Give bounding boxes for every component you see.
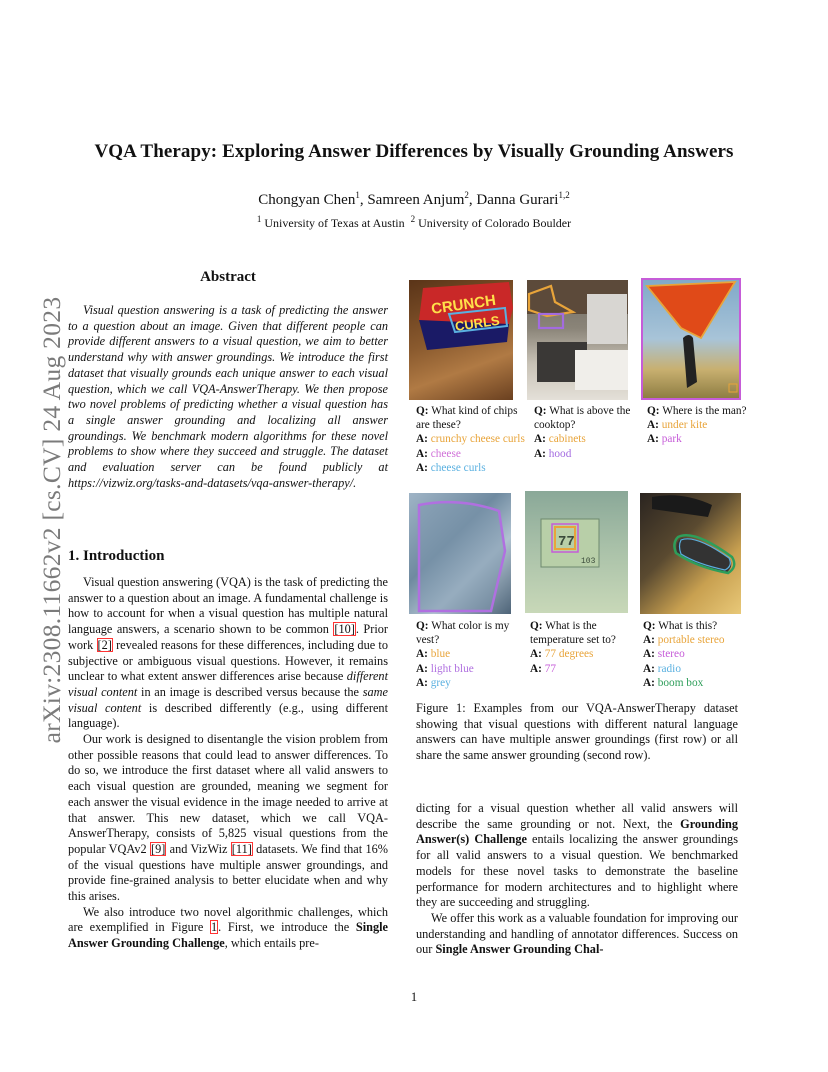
- thermostat-text: 103: [581, 557, 596, 566]
- figure-caption: Figure 1: Examples from our VQA-AnswerTherapy dataset showing that visual questions with different natural language answers can have multiple answer groundings (first row) or all share the same answer grounding (second row).: [416, 701, 738, 763]
- question-line: Q: What kind of chips are these?: [416, 405, 518, 432]
- answer-text: park: [661, 433, 682, 446]
- vest-art: [409, 493, 511, 614]
- citation-link[interactable]: [9]: [150, 841, 166, 856]
- answer-line: A: hood: [534, 447, 572, 460]
- affil-sup: 1: [256, 214, 262, 224]
- thermostat-text: 77: [558, 534, 575, 550]
- answer-line: A: cheese curls: [416, 461, 486, 474]
- answer-line: A: 77: [530, 662, 557, 675]
- question-line: Q: What is this?: [643, 620, 718, 632]
- answer-text: portable stereo: [657, 634, 725, 647]
- author-sup: 2: [464, 190, 469, 200]
- affil-name: University of Colorado Boulder: [418, 216, 572, 230]
- answer-text: 77 degrees: [544, 648, 594, 661]
- answer-line: A: light blue: [416, 662, 474, 675]
- answer-line: A: portable stereo: [643, 634, 725, 647]
- right-column-text: [416, 801, 738, 958]
- figure-image-stereo: [640, 493, 741, 614]
- abstract-heading: Abstract: [200, 269, 256, 285]
- question-line: Q: Where is the man?: [647, 405, 747, 417]
- qa-block: [647, 404, 757, 447]
- qa-block: [534, 404, 644, 461]
- author-sup: 1,2: [558, 190, 570, 200]
- intro-paragraph-1: Visual question answering (VQA) is the task of predicting the answer to a question about an image. A fundamental challenge is how to account for when a visual question has multiple natural language answers, a scenario shown to be common [10]. Prior work [2] revealed reasons for these differences, including due to subjective or ambiguous visual questions. However, it remains unclear to what extent answer differences arise because different visual content in an image is described versus because the same visual content is described differently (e.g., using different language).: [68, 575, 389, 731]
- answer-line: A: stereo: [643, 648, 685, 661]
- answer-line: A: cheese: [416, 447, 461, 460]
- citation-link[interactable]: [2]: [97, 637, 112, 652]
- answer-text: radio: [657, 662, 681, 675]
- answer-text: cheese curls: [430, 461, 486, 474]
- qa-block: [530, 619, 638, 676]
- author-name: Danna Gurari: [476, 192, 559, 208]
- answer-line: A: radio: [643, 662, 681, 675]
- answer-line: A: grey: [416, 676, 451, 689]
- answer-text: light blue: [430, 662, 474, 675]
- answer-text: cheese: [430, 447, 461, 460]
- answer-text: crunchy cheese curls: [430, 433, 525, 446]
- author-sup: 1: [355, 190, 360, 200]
- qa-block: [416, 619, 526, 690]
- thermostat-art: [525, 491, 628, 613]
- figure-image-kitchen: [527, 280, 628, 400]
- chips-bag-text: CRUNCH: [430, 291, 497, 318]
- author-name: Samreen Anjum: [367, 192, 465, 208]
- affiliations: [0, 216, 828, 231]
- answer-text: hood: [548, 447, 572, 460]
- chips-bag-art: [409, 280, 513, 400]
- affil-sup: 2: [410, 214, 416, 224]
- intro-heading: 1. Introduction: [68, 548, 165, 564]
- intro-text: [68, 575, 388, 952]
- author-list: Chongyan Chen$^1$, Samreen Anjum$^2$, Danna Gurari$^{1,2}$: [258, 190, 570, 208]
- intro-paragraph-3: We also introduce two novel algorithmic challenges, which are exemplified in Figure 1. First, we introduce the Single Answer Grounding Challenge, which entails pre-: [68, 904, 388, 951]
- figure-link[interactable]: 1: [210, 920, 218, 935]
- answer-text: blue: [430, 648, 451, 661]
- answer-line: A: blue: [416, 648, 451, 661]
- abstract-paragraph: Visual question answering is a task of predicting the answer to a question about an image. Given that different people can provide different answers to a visual question, we aim to better understand why with answer groundings. We introduce the first dataset that visually grounds each unique answer to each visual question, which we call VQA-AnswerTherapy. We then propose two novel problems of predicting whether a visual question has a single answer grounding and localizing all answer groundings. We benchmark modern algorithms for these novel problems to show where they succeed and struggle. The dataset and evaluation server can be found publicly at https://vizwiz.org/tasks-and-datasets/vqa-answer-therapy/.: [68, 303, 388, 490]
- kitchen-art: [527, 280, 628, 400]
- answer-line: A: park: [647, 433, 682, 446]
- answer-text: stereo: [657, 648, 685, 661]
- right-paragraph-1: dicting for a visual question whether all valid answers will describe the same grounding or not. Next, the Grounding Answer(s) Challenge entails localizing the answer groundings for all valid answers to a visual question. We benchmarked models for these novel tasks to demonstrate the baseline performance for modern architectures and to highlight where they are succeeding and struggling.: [416, 801, 738, 910]
- qa-block: [643, 619, 753, 690]
- affil-name: University of Texas at Austin: [264, 216, 405, 230]
- stereo-art: [640, 493, 741, 614]
- right-paragraph-2: We offer this work as a valuable foundation for improving our understanding and handling of annotator differences. Success on our Single Answer Grounding Chal-: [416, 910, 738, 957]
- question-line: Q: What is above the cooktop?: [534, 405, 631, 432]
- answer-line: A: cabinets: [534, 433, 586, 446]
- answer-line: A: under kite: [647, 419, 708, 432]
- answer-text: 77: [544, 662, 557, 675]
- figure-image-kite: [641, 278, 741, 400]
- figure-image-chips: [409, 280, 513, 400]
- figure-image-vest: [409, 493, 511, 614]
- kite-art: [641, 278, 741, 400]
- author-name: Chongyan Chen: [258, 192, 356, 208]
- citation-link[interactable]: [10]: [334, 622, 355, 637]
- answer-line: A: boom box: [643, 676, 704, 689]
- intro-paragraph-2: Our work is designed to disentangle the vision problem from other possible reasons that could lead to answer differences. To do so, we introduce the first dataset where all valid answers to each visual question are grounded, meaning we segment for each answer the visual evidence in the image needed to arrive at that answer. This new dataset, which we call VQA-AnswerTherapy, consists of 5,825 visual questions from the popular VQAv2 [9] and VizWiz [11] datasets. We find that 16% of the visual questions have multiple answer groundings, and provide fine-grained analysis to better elucidate when and why this arises.: [68, 732, 389, 904]
- answer-text: grey: [430, 676, 451, 689]
- answer-line: A: crunchy cheese curls: [416, 433, 525, 446]
- answer-text: under kite: [661, 419, 708, 432]
- paper-title: VQA Therapy: Exploring Answer Differences by Visually Grounding Answers: [94, 141, 734, 162]
- question-line: Q: What color is my vest?: [416, 620, 510, 647]
- answer-text: cabinets: [548, 433, 586, 446]
- answer-line: A: 77 degrees: [530, 648, 594, 661]
- answer-text: boom box: [657, 676, 704, 689]
- arxiv-stamp-text: arXiv:2308.11662v2 [cs.CV] 24 Aug 2023: [37, 296, 66, 744]
- chips-bag-text: CURLS: [454, 312, 501, 334]
- citation-link[interactable]: [11]: [231, 841, 252, 856]
- abstract-text: [68, 303, 388, 491]
- qa-block: [416, 404, 526, 475]
- page-number: 1: [410, 990, 418, 1004]
- figure-image-thermostat: [525, 491, 628, 613]
- question-line: Q: What is the temperature set to?: [530, 620, 616, 647]
